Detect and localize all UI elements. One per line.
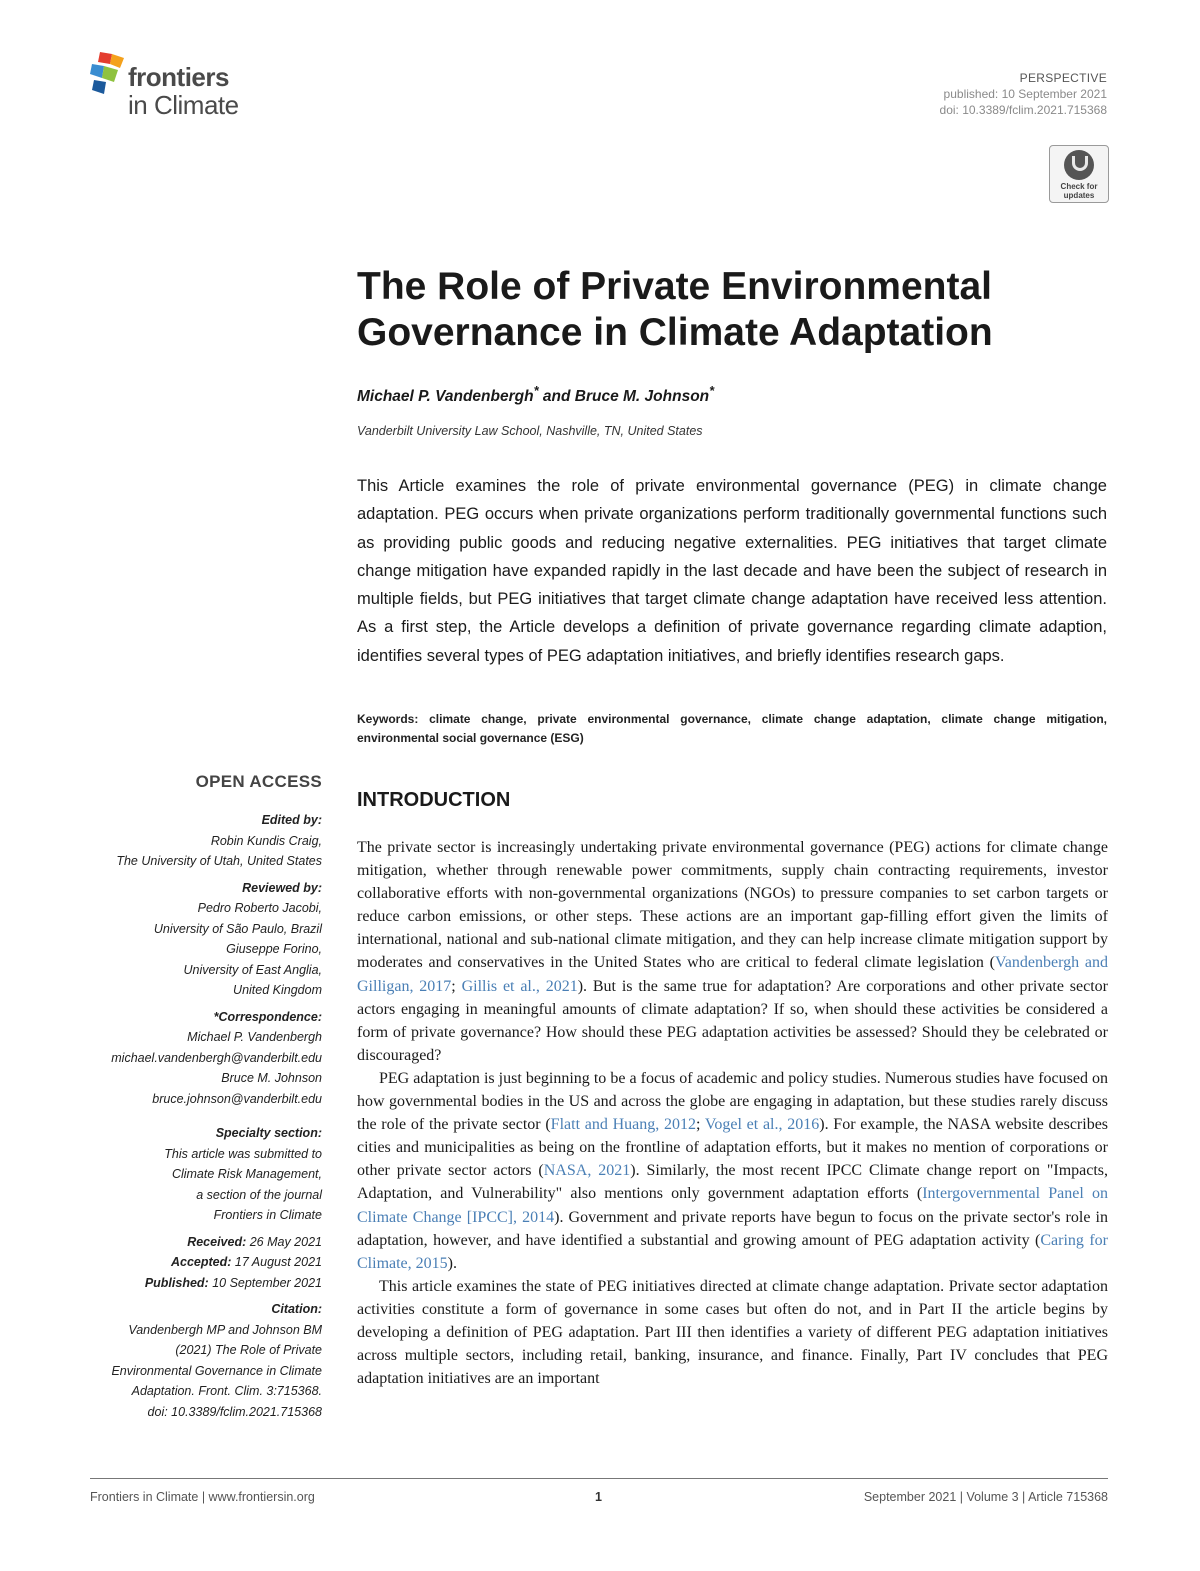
reviewer-affiliation: University of East Anglia, [183, 962, 322, 977]
affiliation: Vanderbilt University Law School, Nashville, TN, United States [357, 424, 703, 438]
correspondence-label: *Correspondence: [213, 1009, 322, 1024]
body-text [357, 836, 1108, 1390]
reviewer-affiliation: United Kingdom [233, 983, 322, 997]
citation-link[interactable]: Vogel et al., 2016 [704, 1116, 820, 1134]
reviewer-name: Pedro Roberto Jacobi, [197, 901, 322, 915]
citation-link[interactable]: Intergovernmental Panel on Climate Change [IPCC], 2014 [357, 1185, 1109, 1226]
citation-line: doi: 10.3389/fclim.2021.715368 [147, 1404, 322, 1419]
citation-line: Environmental Governance in Climate [111, 1363, 322, 1378]
author-name[interactable]: Bruce M. Johnson [574, 388, 710, 406]
section-heading-introduction: INTRODUCTION [357, 789, 511, 811]
author-name[interactable]: Michael P. Vandenbergh [357, 388, 534, 406]
check-for-updates-button[interactable] [1049, 145, 1109, 203]
citation-link[interactable]: Flatt and Huang, 2012 [550, 1116, 696, 1134]
footer-journal[interactable]: Frontiers in Climate | www.frontiersin.org [90, 1490, 315, 1504]
reviewer-name: Giuseppe Forino, [226, 942, 322, 956]
citation-line: Vandenbergh MP and Johnson BM [128, 1322, 322, 1337]
citation-line: (2021) The Role of Private [175, 1343, 322, 1357]
citation-label: Citation: [271, 1302, 322, 1316]
editor-affiliation: The University of Utah, United States [116, 854, 322, 868]
keywords-text: climate change, private environmental governance, climate change adaptation, climate change mitigation, environmental social governance (ESG) [357, 712, 1107, 745]
paragraph: PEG adaptation is just beginning to be a focus of academic and policy studies. Numerous studies have focused on how governmental bodies in the US and across the globe are engaging in adaptation, but these studies rarely discuss the role of the private sector (Flatt and Huang, 2012; Vogel et al., 2016). For example, the NASA website describes cities and municipalities as being on the frontline of adaptation efforts, but it makes no mention of corporations or other private sector actors (NASA, 2021). Similarly, the most recent IPCC Climate change report on "Impacts, Adaptation, and Vulnerability" also mentions only government adaptation efforts (Intergovernmental Panel on Climate Change [IPCC], 2014). Government and private reports have begun to focus on the private sector's role in adaptation, however, and have identified a substantial and growing amount of PEG adaptation activity (Caring for Climate, 2015). [357, 1069, 1109, 1272]
paragraph: This article examines the state of PEG initiatives directed at climate change adaptation. Private sector adaptation activities constitute a form of governance in some cases but often do not, and in Part II the article begins by developing a definition of PEG adaptation. Part III then identifies a variety of different PEG adaptation initiatives across multiple sectors, including retail, banking, insurance, and finance. Finally, Part IV concludes that PEG adaptation initiatives are an important [357, 1277, 1108, 1388]
edited-by-label: Edited by: [261, 813, 322, 827]
paper-title: The Role of Private Environmental Governance in Climate Adaptation [357, 265, 993, 354]
citation-link[interactable]: Vandenbergh and Gilligan, 2017 [357, 954, 1109, 995]
doi[interactable]: doi: 10.3389/fclim.2021.715368 [939, 103, 1107, 117]
crossmark-icon [1064, 150, 1094, 180]
reviewed-by-label: Reviewed by: [242, 880, 322, 895]
keywords [357, 710, 1107, 748]
corresponding-mark: * [709, 383, 715, 398]
logo-wordmark-journal: in Climate [128, 90, 239, 120]
check-for-updates-label: Check for updates [1060, 182, 1098, 200]
accepted-date: Accepted: 17 August 2021 [170, 1255, 322, 1269]
citation-link[interactable]: Gillis et al., 2021 [461, 977, 578, 995]
specialty-line: Climate Risk Management, [171, 1167, 322, 1181]
open-access-label: OPEN ACCESS [195, 772, 322, 791]
citation-line: Adaptation. Front. Clim. 3:715368. [131, 1384, 322, 1398]
editor-name: Robin Kundis Craig, [210, 833, 322, 848]
corresponding-mark: * [533, 383, 539, 398]
page-number: 1 [595, 1490, 602, 1504]
specialty-section-label: Specialty section: [215, 1126, 322, 1140]
specialty-line: This article was submitted to [164, 1146, 322, 1161]
citation-link[interactable]: Caring for Climate, 2015 [357, 1231, 1109, 1272]
abstract: This Article examines the role of private environmental governance (PEG) in climate change adaptation. PEG occurs when private organizations perform traditionally governmental functions such as providing public goods and reducing negative externalities. PEG initiatives that target climate change mitigation have expanded rapidly in the last decade and have been the subject of research in multiple fields, but PEG initiatives that target climate change adaptation have received less attention. As a first step, the Article develops a definition of private governance regarding climate adaption, identifies several types of PEG adaptation initiatives, and briefly identifies research gaps. [357, 477, 1107, 665]
specialty-line: a section of the journal [196, 1187, 322, 1202]
published-date: published: 10 September 2021 [943, 87, 1107, 101]
citation-link[interactable]: NASA, 2021 [543, 1162, 631, 1180]
article-meta [940, 70, 1107, 118]
paragraph: The private sector is increasingly undertaking private environmental governance (PEG) actions for climate change mitigation, whether through renewable power commitments, supply chain contracting requirements, investor collaborative efforts with non-governmental organizations (NGOs) to pressure companies to set carbon targets or reduce carbon emissions, or other steps. These actions are an important gap-filling effort given the limits of international, national and sub-national climate mitigation, and they can help increase climate mitigation support by moderates and conservatives in the United States who are critical to federal climate legislation (Vandenbergh and Gilligan, 2017; Gillis et al., 2021). But is the same true for adaptation? Are corporations and other private sector actors engaging in meaningful amounts of climate adaptation? If so, when should these activities be considered a form of private governance? How should these PEG adaptation activities be assessed? Should they be celebrated or discouraged? [357, 839, 1109, 1064]
author-list: Michael P. Vandenbergh* and Bruce M. Johnson* [357, 383, 715, 406]
correspondent-email[interactable]: michael.vandenbergh@vanderbilt.edu [111, 1050, 322, 1065]
reviewer-affiliation: University of São Paulo, Brazil [153, 921, 322, 936]
published-date-sidebar: Published: 10 September 2021 [144, 1275, 322, 1290]
footer-divider [90, 1478, 1108, 1479]
correspondent-name: Michael P. Vandenbergh [187, 1030, 322, 1044]
logo-wordmark-frontiers: frontiers [128, 62, 229, 92]
sidebar-info [80, 770, 322, 1422]
footer-issue: September 2021 | Volume 3 | Article 715368 [863, 1490, 1108, 1504]
specialty-line: Frontiers in Climate [213, 1208, 322, 1222]
received-date: Received: 26 May 2021 [187, 1234, 322, 1249]
correspondent-name: Bruce M. Johnson [221, 1071, 322, 1085]
correspondent-email[interactable]: bruce.johnson@vanderbilt.edu [152, 1091, 322, 1106]
frontiers-logo-icon [90, 52, 130, 96]
article-type: PERSPECTIVE [1019, 71, 1107, 85]
keywords-label: Keywords: [357, 712, 419, 726]
